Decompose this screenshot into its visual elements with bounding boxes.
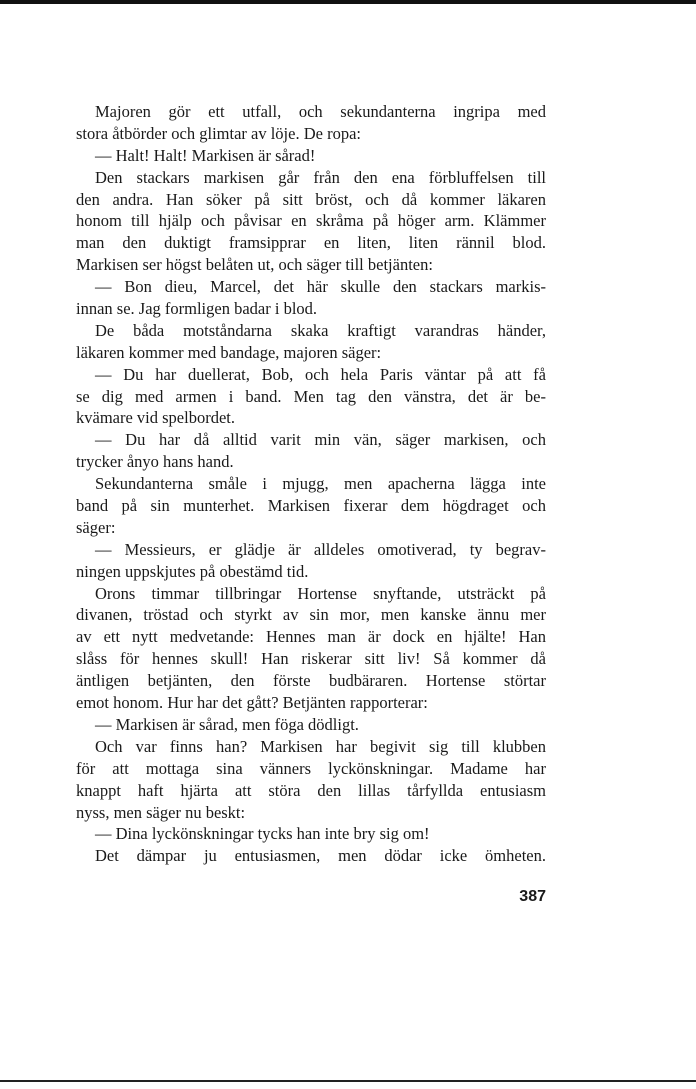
text-line: — Du har då alltid varit min vän, säger markisen, och [95,430,546,450]
text-line: se dig med armen i band. Men tag den vänstra, det är be- [76,386,546,406]
text-line: — Dina lyckönskningar tycks han inte bry sig om! [95,824,430,844]
text-line: den andra. Han söker på sitt bröst, och då kommer läkaren [76,189,546,209]
text-line: — Messieurs, er glädje är alldeles omotiverad, ty begrav- [95,539,546,559]
text-line: — Bon dieu, Marcel, det här skulle den stackars markis- [95,277,546,297]
text-line: slåss för hennes skull! Han riskerar sitt liv! Så kommer då [76,649,546,669]
text-line: ningen uppskjutes på obestämd tid. [76,561,309,581]
text-line: Orons timmar tillbringar Hortense snyftande, utsträckt på [95,583,546,603]
text-line: säger: [76,517,116,537]
text-line: — Markisen är sårad, men föga dödligt. [95,714,359,734]
text-line: — Halt! Halt! Markisen är sårad! [95,145,316,165]
text-line: kvämare vid spelbordet. [76,408,235,428]
text-line: nyss, men säger nu beskt: [76,802,246,822]
text-line: band på sin munterhet. Markisen fixerar dem högdraget och [76,496,546,516]
top-page-edge [0,0,696,4]
text-line: Det dämpar ju entusiasmen, men dödar icke ömheten. [95,846,546,866]
text-line: trycker ånyo hans hand. [76,452,234,472]
text-line: Och var finns han? Markisen har begivit sig till klubben [95,736,546,756]
text-line: man den duktigt framsipprar en liten, liten rännil blod. [76,233,546,253]
text-line: av ett nytt medvetande: Hennes man är dock en hjälte! Han [76,627,546,647]
text-line: läkaren kommer med bandage, majoren säger: [76,342,382,362]
text-line: divanen, tröstad och styrkt av sin mor, men kanske ännu mer [76,605,546,625]
text-line: stora åtbörder och glimtar av löje. De ropa: [76,123,361,143]
bottom-page-edge [0,1080,696,1082]
text-line: för att mottaga sina vänners lyckönskningar. Madame har [76,758,546,778]
text-line: emot honom. Hur har det gått? Betjänten rapporterar: [76,693,428,713]
page-number: 387 [519,888,546,905]
text-line: Sekundanterna småle i mjugg, men apacherna lägga inte [95,474,546,494]
text-line: — Du har duellerat, Bob, och hela Paris väntar på att få [95,364,546,384]
text-line: honom till hjälp och påvisar en skråma på höger arm. Klämmer [76,211,546,231]
text-line: De båda motståndarna skaka kraftigt varandras händer, [95,320,546,340]
text-line: Den stackars markisen går från den ena förbluffelsen till [95,167,546,187]
text-line: äntligen betjänten, den förste budbäraren. Hortense störtar [76,671,546,691]
text-line: Majoren gör ett utfall, och sekundanterna ingripa med [95,102,546,121]
text-line: innan se. Jag formligen badar i blod. [76,299,318,319]
text-line: knappt haft hjärta att störa den lillas tårfyllda entusiasm [76,780,546,800]
text-line: Markisen ser högst belåten ut, och säger till betjänten: [76,255,433,275]
body-text [76,101,546,867]
